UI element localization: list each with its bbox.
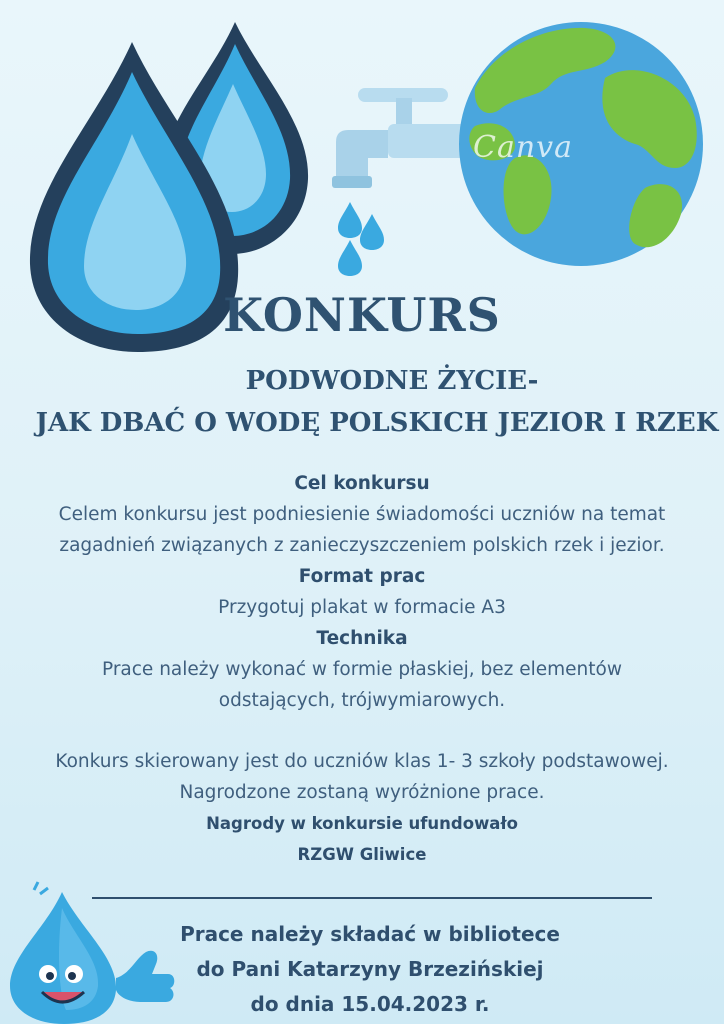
submission-info (140, 917, 600, 1022)
awards-text: Nagrodzone zostaną wyróżnione prace. (179, 782, 545, 803)
canva-watermark: Canva (473, 130, 573, 165)
footer-line-1: Prace należy składać w bibliotece (180, 922, 560, 946)
technique-heading: Technika (316, 628, 408, 649)
subtitle-line-2: JAK DBAĆ O WODĘ POLSKICH JEZIOR I RZEK (35, 408, 719, 438)
spacer (0, 716, 724, 746)
technique-text-2: odstających, trójwymiarowych. (218, 690, 506, 711)
technique-text-1: Prace należy wykonać w formie płaskiej, bez elementów (101, 659, 622, 680)
goal-text-1: Celem konkursu jest podniesienie świadomości uczniów na temat (58, 504, 666, 525)
faucet-icon (328, 80, 473, 280)
page-title: KONKURS (223, 288, 501, 342)
goal-heading: Cel konkursu (294, 473, 430, 494)
format-heading: Format prac (298, 566, 426, 587)
sponsor-line-1: Nagrody w konkursie ufundowało (206, 814, 518, 833)
footer-line-3: do dnia 15.04.2023 r. (250, 992, 490, 1016)
audience-text: Konkurs skierowany jest do uczniów klas 1- 3 szkoły podstawowej. (55, 751, 669, 772)
goal-text-2: zagadnień związanych z zanieczyszczeniem polskich rzek i jezior. (59, 535, 665, 556)
format-text: Przygotuj plakat w formacie A3 (218, 597, 506, 618)
sponsor-line-2: RZGW Gliwice (297, 845, 427, 864)
footer-line-2: do Pani Katarzyny Brzezińskiej (196, 957, 544, 981)
subtitle-line-1: PODWODNE ŻYCIE- (245, 366, 539, 396)
contest-description (0, 468, 724, 870)
